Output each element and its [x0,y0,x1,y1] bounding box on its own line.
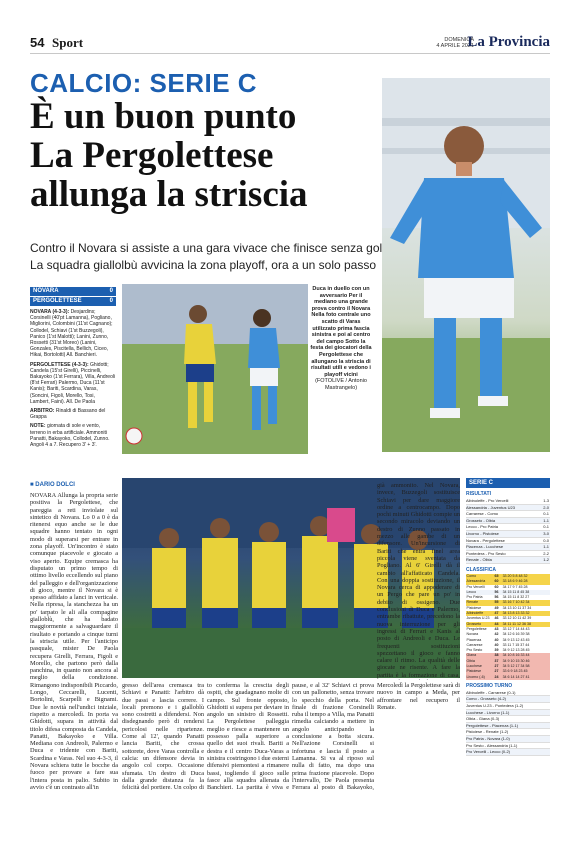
referee-text: Rinaldi di Bassano del Grappa [30,408,106,421]
photo-credit: (FOTOLIVE / Antonio Mastrangelo) [315,378,367,391]
result-score: 1-1 [543,544,549,550]
standings-stats: 34 10 8 16 33 44 [502,653,550,658]
result-match: Novara - Pergolettese [466,537,505,543]
next-round-match: Juventus U.23 - Pontedera (1-2) [466,703,550,710]
standings-stats: 34 13 8 13 33 32 [502,611,550,616]
standings-points: 40 [494,637,499,642]
standings-stats: 34 6 14 14 27 41 [502,675,550,680]
standings-team: Como [466,574,494,579]
standings-points: 27 [494,664,502,669]
standings-team: Albinoleffe [466,611,494,616]
results-title: RISULTATI [466,491,491,497]
standings-stats: 33 16 7 10 42 34 [502,600,550,605]
standings-points: 65 [494,574,502,579]
byline: ■ DARIO DOLCI [30,482,75,488]
standings-points: 38 [494,653,502,658]
standings-title: CLASSIFICA [466,566,496,573]
referee-label: ARBITRO: [30,408,55,415]
standings-team: Alessandria [466,579,494,584]
standings-stats: 34 17 9 7 45 28 [502,584,528,589]
standings-stats: 34 15 11 8 32 27 [502,595,530,600]
result-score: 2-2 [543,550,549,556]
standings-stats: 33 20 5 8 48 32 [502,574,550,579]
result-match: Livorno - Pistoiese [466,530,499,536]
home-score: 0 [109,288,113,294]
standings-stats: 33 12 10 11 42 39 [502,616,532,621]
standings-stats: 34 9 10 15 30 46 [502,659,550,664]
caption-text: Duca in duello con un avversario Per il mediano una grande prova contro il Novara Nella foto centrale uno scatto di Varas utilizzato prima fascia sinistra e poi al centro del campo Sotto la festa dei giocatori della Pergolettese che allungano la striscia di risultati utili e vedono i playoff vicini [310,286,372,378]
standings-team: Lucchese [466,664,494,669]
result-match: Lecco - Pro Patria [466,524,499,530]
action-photo [122,284,308,454]
issue-day: DOMENICA [444,37,474,43]
away-lineup [30,362,116,405]
standings-stats: 33 18 6 9 46 28 [502,579,550,584]
next-round-match: Pro Patria - Novara (1-0) [466,736,550,743]
standings-team: Pergolettese [466,626,487,631]
result-row [466,557,550,564]
standings-points: 44 [494,622,502,627]
standings-stats: 34 15 11 8 45 38 [502,590,550,595]
headline [30,97,380,214]
match-duel-image [122,284,308,454]
standings-stats: 33 12 7 14 44 43 [502,626,530,631]
standings-stats: 34 13 10 11 37 34 [502,605,532,610]
notes-text: giornata di sole e vento, terreno in erba artificiale. Ammoniti Panatti, Bakayoko, Collodel, Zunno. Angoli 4 a 7. Recupero 3' + 3'. [30,423,110,449]
standings-row [466,675,550,680]
away-lineup-text: Ghidotti; Candela (15'st Girelli), Piccinelli, Bakayoko (1'st Ferrara), Villa, Andreoli (8'st Ferrari) Palermo, Duca (11'st Kanis); Bariti, Scardina, Varas, (Soncini, Figoli, Morello, Tosi, Lambert, Faini). All. De Paola [30,361,116,405]
standings-points: 56 [494,595,499,600]
standings-points: 60 [494,579,502,584]
result-score: 1-3 [543,498,549,503]
result-row [466,538,550,545]
standings-team: Novara [466,632,479,637]
standings-points: 55 [494,600,502,605]
standings-team: Giana [466,653,494,658]
score-row-away [30,297,116,306]
article-column-6: Mercoledì la Pergolettese sarà di nuovo in campo a Meda, per affrontare nel recupero il Renate. [377,682,460,711]
subheadline-line: Contro il Novara si assiste a una gara vivace che finisce senza gol [30,241,383,255]
standings-stats: 34 11 11 12 36 38 [502,622,550,627]
standings-points: 60 [494,584,499,589]
standings-stats: 34 9 12 13 28 45 [502,648,530,653]
player-celebrating-image [382,78,550,452]
headline-line: allunga la striscia [30,174,308,215]
result-row [466,505,550,512]
result-match: Pontedera - Pro Sesto [466,550,506,556]
result-row [466,518,550,525]
subheadline [30,240,383,274]
next-round-match: Olbia - Giana (0-3) [466,716,550,723]
article-column-4: pause, e al 32' Schiavi ci prova con un pallonetto, senza trovare lo specchio della porta. Nel finale di frazione Corsinelli ruba il tempo a Villa, ma Panatti rimedia calciando a mettere in angolo anticipando la conclusione a botta sicura. Nell'azione Corsinelli si infortuna e lascia il posto a Lamanna. Si va al riposo sul nulla di fatto, ma dopo una prima frazione piacevole. Dopo l'intervallo, De Paola presenta Ferrara al posto di Bakayoko, [292,682,374,790]
next-round-title: PROSSIMO TURNO [466,682,513,689]
lineups [30,309,116,448]
standings-team: Lecco [466,590,494,595]
home-lineup-label: NOVARA (4-3-3): [30,309,70,315]
result-match: Carrarese - Como [466,511,499,517]
section-name: Sport [52,35,84,50]
next-round-list [466,690,550,756]
next-round-match: Pergolettese - Piacenza (1-1) [466,723,550,730]
next-round-match: Pistoiese - Renate (1-2) [466,729,550,736]
standings-points: 42 [494,632,499,637]
article-column-3: to conferma la crescita degli ospiti, che guadagnano molte di campo. Sul fronte opposto, Ghidotti si supera per deviare in angolo un sinistro di Rossetti. La Pergolettese palleggia meglio e riesce a mantenere un possesso palla superiore a quello dei suoi rivali. Bariti a destra e il centro Duca-Varas a sinistra costringono i due esterni difensivi piemontesi a rimanere bassi, togliendo il gioco sulle fasce alla squadra allenata da Banchieri. La partita è viva e [207,682,289,790]
standings-team: Pistoiese [466,669,494,674]
home-lineup-text: Desjardins; Corsinelli (40'pt Lamanna), Pogliano, Migliorini, Colombini (11'st Cagnano); Collodel, Schiavi (1'st Buzzegoli), Panico (1'st Malotti); Lanini, Zunno, Rossetti (31'st Moreo) (Lanini, Gonzales, Piscitella, Bellich, Ciceo, Hikai, Bortolotti) All. Banchieri. [30,309,113,359]
serie-c-sidebar [466,478,550,756]
standings-team: Pro Sesto [466,648,483,653]
standings-points: 43 [494,626,499,631]
result-row [466,531,550,538]
issue-date-text: 4 APRILE 2021 [436,43,474,49]
standings-table [466,574,550,680]
result-match: Grosseto - Olbia [466,517,496,523]
next-round-match: Lucchese - Livorno (1-1) [466,710,550,717]
result-row [466,498,550,505]
kicker: CALCIO: SERIE C [30,68,258,98]
standings-team: Pistoiese [466,605,482,610]
standings-team: Livorno (-6) [466,675,494,680]
result-match: Albinoleffe - Pro Vercelli [466,498,509,503]
standings-points: 46 [494,616,499,621]
match-notes [30,423,116,448]
next-round-match: Albinoleffe - Carrarese (0-1) [466,690,550,697]
standings-team: Juventus U.23 [466,616,490,621]
standings-team: Pro Vercelli [466,584,485,589]
result-match: Alessandria - Juventus U23 [466,504,515,510]
result-score: 1-1 [543,517,549,523]
standings-stats: 34 9 13 12 43 45 [502,637,530,642]
masthead [30,34,550,54]
subheadline-line: La squadra giallolbù avvicina la zona playoff, ora a un solo passo [30,258,377,272]
results-list [466,498,550,564]
result-score: 0-1 [543,511,549,517]
score-box [30,287,116,451]
newspaper-logo: La Provincia [467,34,550,50]
home-team-name: NOVARA [33,288,59,294]
standings-team: Renate [466,600,494,605]
standings-stats: 34 5 12 17 34 58 [502,664,550,669]
away-lineup-label: PERGOLETTESE (4-3-3): [30,361,89,368]
result-score: 3-0 [543,530,549,536]
article-column-5: già ammonito. Nel Novara, invece, Buzzegoli sostituisce Schiavi per dare maggiore ordine a centrocampo. Dopo pochi minuti Ghidotti compie un secondo miracolo deviando un destro di Zunno passato in mezzo alle gambe di un difensore. Un'incursione di Bariti che entra finel area piccola viene sventata da Pogliano. Al 6' Girelli dà il cambio all'affaticato Candela. Con una doppia sostituzione, il Novara cerca di appoderare di un Pergo che pare un po' in debito di ossigeno. Due conclusioni di Duca e Palermo, entrambe ribattute, precedono la nuova interruzione per gli ingressi di Ferrari e Kanis al posto di Andreoli e Duca. Le frequenti sostituzioni spezzettano il gioco e fanno calare il ritmo. La qualità delle giocate ne risente. A fare la partita è la formazione di casa, [377,482,460,679]
result-score: 0-1 [543,524,549,530]
notes-label: NOTE: [30,423,46,430]
standings-team: Piacenza [466,637,482,642]
standings-stats: 33 11 7 15 37 44 [502,642,530,647]
standings-points: 47 [494,611,502,616]
result-row [466,511,550,518]
sidebar-title: SERIE C [466,478,550,488]
result-row [466,524,550,531]
result-score: 1-2 [543,557,549,563]
standings-points: 39 [494,648,499,653]
hero-photo [382,78,550,452]
referee [30,408,116,420]
result-row [466,544,550,551]
standings-points: 56 [494,590,502,595]
article-column-2: gresso dell'area cremasca tra Schiavi e Panatti: l'arbitro dà due passi e lascia correre. I locali premono e i gialloblù sono costretti a difendersi. Non disdegnando però di rendersi pericolosi nelle ripartenze. Come al 12', quando Panatti lancia Bariti, che crossa sottorete, dove Varas controlla e calcia: un difensore devia in angolo col corpo. Occasione sfumata. Un destro di Duca dalla grande distanza fa la felicità del portiere. Un colpo di [122,682,204,790]
standings-points: 49 [494,605,499,610]
standings-team: Carrarese [466,642,483,647]
result-score: 2-0 [543,504,549,510]
headline-line: La Pergolettese [30,135,274,176]
away-score: 0 [109,298,113,304]
result-match: Piacenza - Lucchese [466,544,504,550]
standings-team: Grosseto [466,622,494,627]
page-number: 54 [30,35,45,50]
score-row-home [30,287,116,296]
next-round-match: Pro Sesto - Alessandria (1-1) [466,743,550,750]
photo-caption [310,286,372,392]
next-round-match: Pro Vercelli - Lecco (0-2) [466,749,550,756]
away-team-name: PERGOLETTESE [33,298,82,304]
standings-team: Olbia [466,659,494,664]
result-match: Renate - Olbia [466,557,492,563]
standings-points: 37 [494,659,502,664]
home-lineup [30,309,116,359]
next-round-match: Como - Grosseto (4-2) [466,696,550,703]
article-column-1: NOVARA Allunga la propria serie positiva la Pergolettese, che pareggia a reti inviolate sul sintetico di Novara. Lo 0 a 0 è da ritenersi equo anche se le due squadre hanno tentato in ogni modo di superarsi per entrare in zona playoff. Un'incontro è stato comunque piacevole e giocato a viso aperto. Equipe cremasca ha disputato un primo tempo di ottimo livello eccellendo sul piano del palleggio e dell'organizzazione di gioco, mentre il Novara si è spesso affidato a lanci in verticale. Nella ripresa, la stanchezza ha un po' tarpato le ali alla compagine gialloblù, che ha badato maggiormente a salvaguardare il risultato e portando a cinque turni la striscia utile. Per l'anticipo pasquale, mister De Paola recupera Girelli, Ferrara, Figoli e Morello, che partono però dalla panchina, in quanto non ancora al meglio della condizione. Rimangono indisponibili Piccardo, Longo, Ceccarelli, Lucenti, Bortolini, Scarpelli e Bignami. Due le novità nell'undici iniziale, rispetto a mercoledì. In porta va Ghidotti, supara in attività dal titolo difesa composta da Candela, Panatti, Bakayoko e Villa. Mediana con Andreoli, Palermo e Duca e tridente con Bariti, Scardina e Varas. Nel suo 4-3-3, il Novara schiera tutte le bocche da fuoco per provare a fare sua l'intera posta in palio. Subito in avvio c'è un contrasto all'in [30,492,118,790]
result-score: 0-0 [543,537,549,543]
standings-points: 24 [494,675,502,680]
standings-points: 40 [494,642,499,647]
headline-line: È un buon punto [30,96,297,137]
standings-points: 27 [494,669,502,674]
result-row [466,551,550,558]
standings-stats: 33 6 9 18 23 45 [502,669,550,674]
standings-team: Pro Patria [466,595,483,600]
standings-stats: 34 12 6 16 39 38 [502,632,530,637]
